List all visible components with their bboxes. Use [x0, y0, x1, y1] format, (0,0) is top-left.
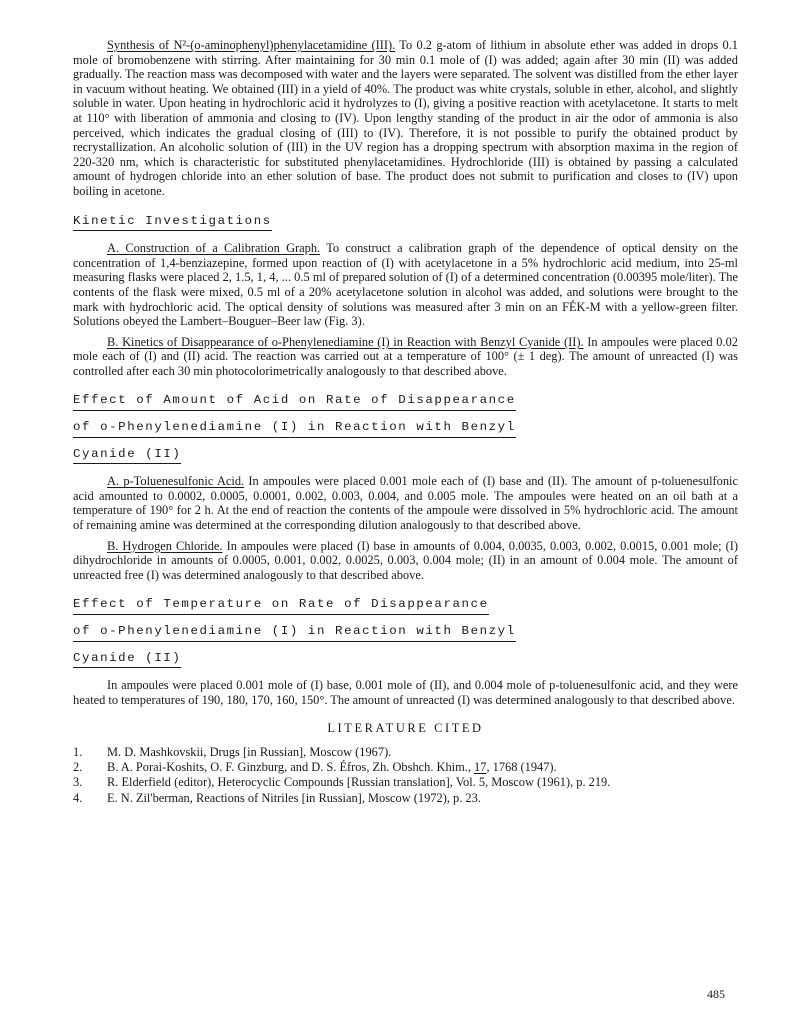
temperature-heading-line-1: Effect of Temperature on Rate of Disappearance: [73, 597, 489, 615]
reference-item: [73, 745, 738, 760]
hydrogen-chloride-text: In ampoules were placed (I) base in amounts of 0.004, 0.0035, 0.003, 0.002, 0.0015, 0.001 mole; (I) dihydrochloride in amounts of 0.0005, 0.001, 0.002, 0.0025, 0.003, 0.004 mole; (II) in an amount of 0.004 mole. The amount of unreacted free (I) was determined analogously to that described above.: [73, 538, 738, 582]
reference-text: M. D. Mashkovskii, Drugs [in Russian], Moscow (1967).: [107, 744, 392, 759]
acid-heading: [73, 392, 738, 464]
toluenesulfonic-title: A. p-Toluenesulfonic Acid.: [107, 474, 245, 489]
kinetics-title: B. Kinetics of Disappearance of o-Phenylenediamine (I) in Reaction with Benzyl Cyanide (II).: [107, 334, 584, 349]
acid-heading-line-2: of o-Phenylenediamine (I) in Reaction with Benzyl: [73, 420, 516, 438]
calibration-title: A. Construction of a Calibration Graph.: [107, 241, 321, 256]
reference-number: 3.: [73, 775, 83, 790]
calibration-paragraph: [73, 241, 738, 329]
toluenesulfonic-paragraph: [73, 474, 738, 532]
reference-number: 1.: [73, 744, 83, 759]
reference-text: [107, 760, 738, 775]
reference-item: [73, 760, 738, 775]
reference-text: E. N. Zil'berman, Reactions of Nitriles [in Russian], Moscow (1972), p. 23.: [107, 790, 481, 805]
kinetic-heading: [73, 213, 738, 232]
temperature-paragraph: In ampoules were placed 0.001 mole of (I) base, 0.001 mole of (II), and 0.004 mole of p-toluenesulfonic acid, and they were heated to temperatures of 190, 180, 170, 160, 150°. The amount of unreacted (I) was determined analogously to that described above.: [73, 678, 738, 707]
temperature-heading: [73, 596, 738, 668]
reference-list: [73, 745, 738, 806]
kinetics-text: In ampoules were placed 0.02 mole each of (I) and (II) acid. The reaction was carried out at a temperature of 100° (± 1 deg). The amount of unreacted (I) was controlled after each 30 min photocolorimetrically analogously to that described above.: [73, 334, 738, 378]
reference-volume: 17: [474, 760, 487, 775]
kinetic-heading-line: Kinetic Investigations: [73, 214, 272, 232]
temperature-heading-line-2: of o-Phenylenediamine (I) in Reaction with Benzyl: [73, 624, 516, 642]
reference-pages: , 1768 (1947).: [486, 760, 557, 775]
synthesis-title: Synthesis of N²-(o-aminophenyl)phenylacetamidine (III).: [107, 38, 396, 52]
temperature-heading-line-3: Cyanide (II): [73, 651, 181, 669]
acid-heading-line-3: Cyanide (II): [73, 447, 181, 465]
synthesis-paragraph: [73, 38, 738, 199]
acid-heading-line-1: Effect of Amount of Acid on Rate of Disappearance: [73, 393, 516, 411]
synthesis-text: To 0.2 g-atom of lithium in absolute ether was added in drops 0.1 mole of bromobenzene with stirring. After maintaining for 30 min 0.1 mole of (I) was added; again after 30 min (II) was added gradually. The reaction mass was decomposed with water and the layers were separated. The solvent was distilled from the ether layer in vacuum without heating. We obtained (III) in a yield of 40%. The product was white crystals, soluble in ether, alcohol, and slightly soluble in water. Upon heating in hydrochloric acid it hydrolyzes to (I), giving a positive reaction with acetylacetone. It starts to melt at 110° with liberation of ammonia and closing to (IV). Upon lengthy standing of the product in air the odor of ammonia is also perceived, which indicates the gradual closing of (III) to (IV). Therefore, it is not possible to purify the obtained product by recrystallization. An alcoholic solution of (III) in the UV region has a dropping spectrum with absorption maxima in the region of 220-320 nm, which is characteristic for substituted phenylacetamidines. Hydrochloride (III) is obtained by passing a calculated amount of hydrogen chloride into an ether solution of base. The product does not submit to purification and closes to (IV) upon boiling in acetone.: [73, 38, 738, 198]
reference-item: [73, 775, 738, 790]
literature-heading: LITERATURE CITED: [327, 721, 484, 736]
reference-citation: B. A. Porai-Koshits, O. F. Ginzburg, and D. S. Éfros, Zh. Obshch. Khim.,: [107, 760, 475, 775]
hydrogen-chloride-title: B. Hydrogen Chloride.: [107, 538, 223, 553]
hydrogen-chloride-paragraph: [73, 539, 738, 583]
reference-number: 4.: [73, 790, 83, 805]
toluenesulfonic-text: In ampoules were placed 0.001 mole each of (I) base and (II). The amount of p-toluenesulfonic acid amounted to 0.0002, 0.0005, 0.0001, 0.002, 0.003, 0.004, and 0.005 mole. The ampoules were heated on an oil bath at a temperature of 190° for 2 h. At the end of reaction the contents of the ampoule were dissolved in 5% hydrochloric acid. The amount of remaining amine was determined at the corresponding dilution analogously to that described above.: [73, 474, 738, 533]
reference-number: 2.: [73, 760, 83, 775]
calibration-text: To construct a calibration graph of the dependence of optical density on the concentration of 1,4-benziazepine, formed upon reaction of (I) with acetylacetone in a 5% hydrochloric acid medium, into 25-ml measuring flasks were placed 2, 1.5, 1, 4, ... 0.5 ml of prepared solution of (I) of a determined concentration (0.00395 mole/liter). The contents of the flask were mixed, 0.5 ml of a 20% acetylacetone solution in alcohol was added, and solutions were brought to the mark with hydrochloric acid. The optical density of solutions was measured after 3 min on an FÉK-M with a yellow-green filter. Solutions obeyed the Lambert–Bouguer–Beer law (Fig. 3).: [73, 241, 738, 329]
page-number: 485: [707, 987, 725, 1001]
reference-text: R. Elderfield (editor), Heterocyclic Compounds [Russian translation], Vol. 5, Moscow (1961), p. 219.: [107, 775, 611, 790]
kinetics-paragraph: [73, 335, 738, 379]
reference-item: [73, 791, 738, 806]
article-page: [73, 38, 738, 806]
